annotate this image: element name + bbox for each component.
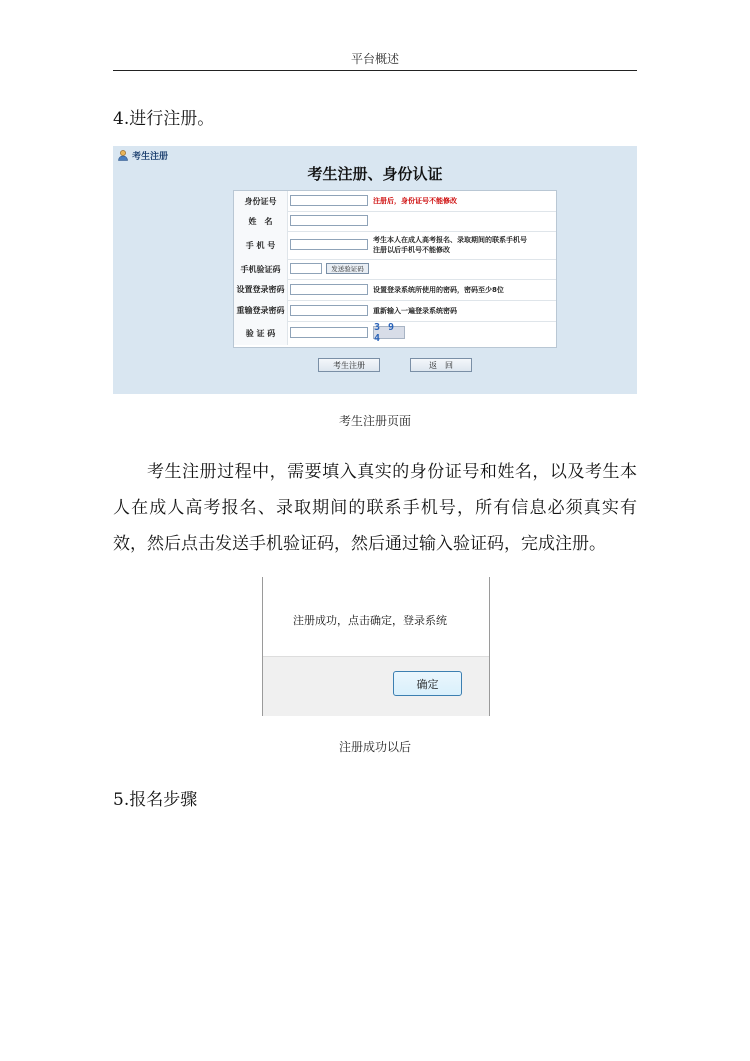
user-icon bbox=[117, 149, 129, 161]
phone-input[interactable] bbox=[290, 239, 368, 250]
confirm-password-hint: 重新输入一遍登录系统密码 bbox=[373, 307, 457, 315]
password-input[interactable] bbox=[290, 284, 368, 295]
id-number-input[interactable] bbox=[290, 195, 368, 206]
captcha-input[interactable] bbox=[290, 327, 368, 338]
registration-title: 考生注册、身份认证 bbox=[307, 165, 443, 183]
registration-form bbox=[233, 190, 555, 392]
registration-screenshot bbox=[113, 146, 637, 394]
form-table bbox=[233, 190, 557, 348]
row-label: 姓 名 bbox=[234, 211, 288, 231]
figure-caption-registration: 考生注册页面 bbox=[338, 414, 411, 428]
form-row-password bbox=[234, 279, 556, 301]
phone-hint-line-2: 注册以后手机号不能修改 bbox=[373, 246, 450, 254]
body-paragraph: 考生注册过程中，需要填入真实的身份证号和姓名，以及考生本人在成人高考报名、录取期间的联系手机号，所有信息必须真实有效，然后点击发送手机验证码，然后通过输入验证码，完成注册。 bbox=[113, 462, 637, 554]
ok-button[interactable]: 确定 bbox=[393, 671, 462, 696]
send-sms-code-button[interactable]: 发送验证码 bbox=[326, 263, 369, 274]
form-row-confirm-password bbox=[234, 300, 556, 322]
panel-label: 考生注册 bbox=[132, 152, 169, 162]
form-row-phone bbox=[234, 231, 556, 260]
row-label: 验 证 码 bbox=[234, 321, 288, 345]
password-hint: 设置登录系统所使用的密码，密码至少8位 bbox=[373, 286, 504, 294]
sms-code-input[interactable] bbox=[290, 263, 322, 274]
form-row-name bbox=[234, 211, 556, 232]
phone-hint-line-1: 考生本人在成人高考报名、录取期间的联系手机号 bbox=[373, 236, 527, 244]
dialog-footer bbox=[263, 656, 489, 716]
row-label: 手机验证码 bbox=[234, 259, 288, 279]
back-button[interactable]: 返 回 bbox=[410, 358, 472, 372]
name-input[interactable] bbox=[290, 215, 368, 226]
form-row-sms-code bbox=[234, 259, 556, 280]
form-row-captcha bbox=[234, 321, 556, 345]
section-4-heading: 4.进行注册。 bbox=[113, 109, 215, 129]
section-5-heading: 5.报名步骤 bbox=[113, 790, 198, 810]
confirm-password-input[interactable] bbox=[290, 305, 368, 316]
figure-caption-success: 注册成功以后 bbox=[338, 740, 411, 754]
row-label: 手 机 号 bbox=[234, 231, 288, 259]
success-dialog bbox=[262, 577, 490, 716]
dialog-message: 注册成功，点击确定，登录系统 bbox=[293, 614, 447, 627]
row-label: 设置登录密码 bbox=[234, 279, 288, 300]
header-rule bbox=[113, 70, 637, 71]
panel-title-bar bbox=[113, 146, 637, 164]
register-button[interactable]: 考生注册 bbox=[318, 358, 380, 372]
form-row-id-number bbox=[234, 191, 556, 212]
row-label: 重输登录密码 bbox=[234, 300, 288, 321]
page-header-title: 平台概述 bbox=[350, 52, 399, 66]
row-label: 身份证号 bbox=[234, 191, 288, 211]
captcha-image: 3 9 4 bbox=[373, 326, 405, 339]
id-number-hint: 注册后，身份证号不能修改 bbox=[373, 197, 457, 205]
